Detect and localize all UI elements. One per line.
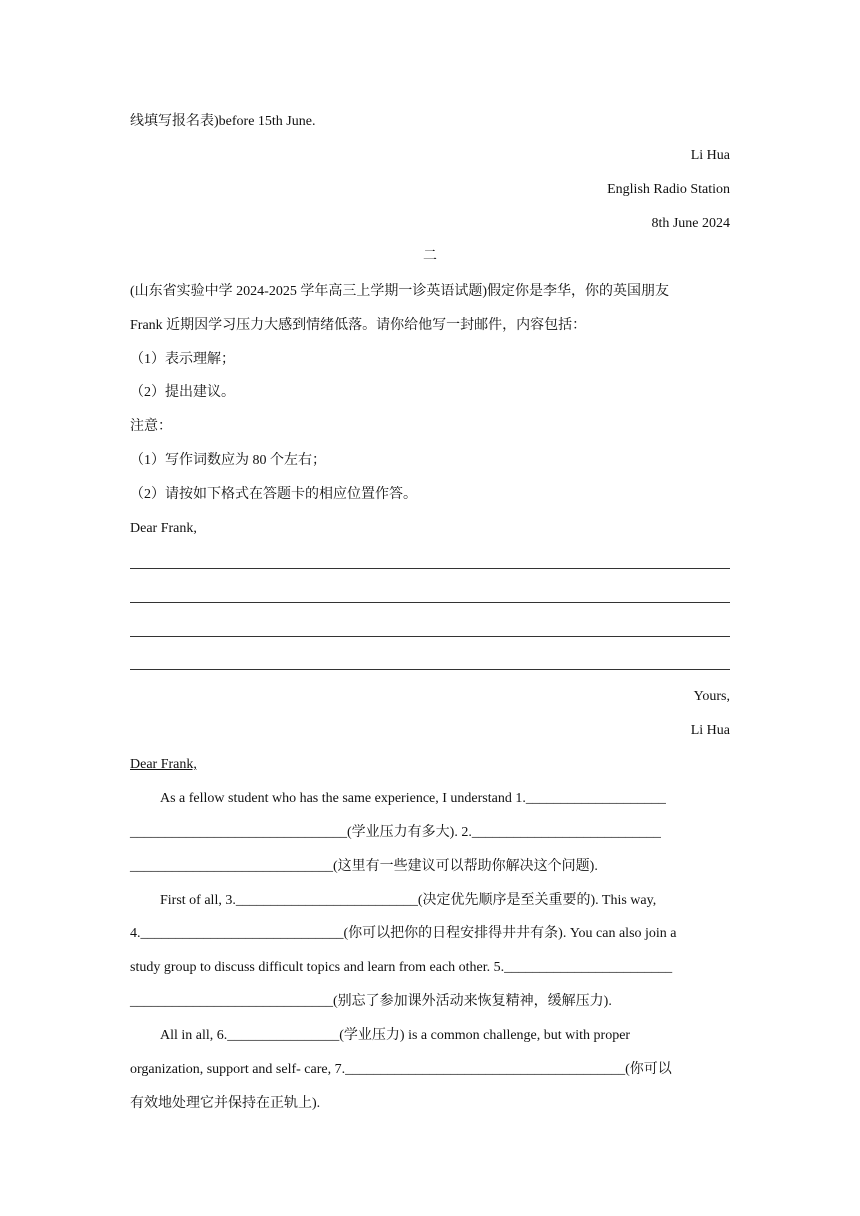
previous-signature-org: English Radio Station: [607, 182, 730, 197]
previous-signature-date: 8th June 2024: [651, 216, 730, 231]
answer-greeting: Dear Frank,: [130, 757, 197, 772]
answer-line: _____________________________(这里有一些建议可以帮助你解决这个问题).: [130, 859, 598, 874]
writing-line: [130, 602, 730, 603]
answer-line: _______________________________(学业压力有多大). 2.___________________________: [130, 825, 661, 840]
section-number: 二: [423, 249, 437, 264]
requirement-1: （1）表示理解；: [130, 352, 235, 367]
task-description-line1: (山东省实验中学 2024-2025 学年高三上学期一诊英语试题)假定你是李华，你的英国朋友: [130, 284, 669, 299]
answer-line: 4._____________________________(你可以把你的日程安排得井井有条). You can also join a: [130, 926, 677, 941]
answer-line: All in all, 6.________________(学业压力) is a common challenge, but with proper: [160, 1028, 631, 1043]
note-2: （2）请按如下格式在答题卡的相应位置作答。: [130, 487, 417, 502]
answer-line: First of all, 3.__________________________(决定优先顺序是至关重要的). This way,: [160, 893, 657, 908]
answer-line: _____________________________(别忘了参加课外活动来恢复精神，缓解压力).: [130, 994, 612, 1009]
answer-line: As a fellow student who has the same experience, I understand 1.____________________: [160, 791, 666, 806]
answer-line: organization, support and self- care, 7.________________________________________(你可以: [130, 1062, 672, 1077]
writing-line: [130, 568, 730, 569]
letter-closing: Yours,: [693, 689, 730, 704]
writing-line: [130, 669, 730, 670]
previous-task-tail: 线填写报名表)before 15th June.: [130, 114, 316, 129]
previous-signature-name: Li Hua: [690, 148, 730, 163]
letter-signature: Li Hua: [690, 723, 730, 738]
answer-line: study group to discuss difficult topics and learn from each other. 5.________________________: [130, 960, 673, 975]
note-1: （1）写作词数应为 80 个左右；: [130, 453, 326, 468]
writing-line: [130, 636, 730, 637]
task-description-line2: Frank 近期因学习压力大感到情绪低落。请你给他写一封邮件，内容包括：: [130, 318, 587, 333]
requirement-2: （2）提出建议。: [130, 385, 235, 400]
letter-greeting: Dear Frank,: [130, 521, 197, 536]
note-title: 注意：: [130, 419, 172, 434]
answer-line: 有效地处理它并保持在正轨上).: [130, 1096, 321, 1111]
